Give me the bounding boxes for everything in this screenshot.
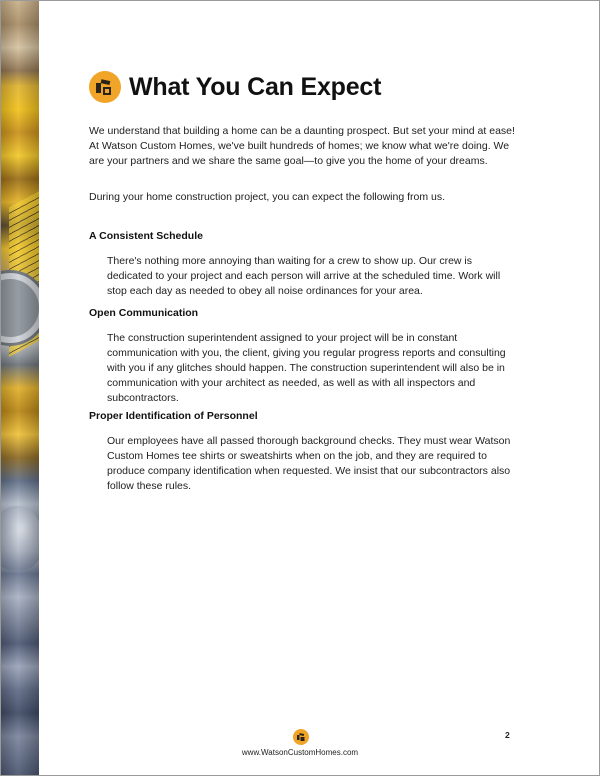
section-heading: Proper Identification of Personnel [89, 410, 258, 422]
title-row [89, 69, 381, 105]
decorative-photo-strip [1, 1, 39, 775]
page-title: What You Can Expect [129, 72, 382, 101]
section-body: Our employees have all passed thorough background checks. They must wear Watson Custom Homes tee shirts or sweatshirts when on the job, and they are required to produce company identification when requested. We insist that our subcontractors also follow these rules. [107, 435, 511, 492]
section-body: The construction superintendent assigned to your project will be in constant communication with you, the client, giving you regular progress reports and consulting with you if any glitches should happen. The construction superintendent will also be in communication with your architect as needed, as well as with all inspectors and subcontractors. [107, 332, 506, 404]
intro-followup-paragraph: During your home construction project, you can expect the following from us. [89, 191, 446, 203]
footer-logo-icon [293, 729, 309, 745]
section-body: There's nothing more annoying than waiting for a crew to show up. Our crew is dedicated to your project and each person will arrive at the scheduled time. Work will stop each day as needed to obey all noise ordinances for your area. [107, 255, 501, 297]
builder-logo-icon [89, 71, 121, 103]
section-heading: A Consistent Schedule [89, 230, 203, 242]
page-number: 2 [505, 730, 510, 740]
footer-url: www.WatsonCustomHomes.com [241, 748, 359, 757]
section-heading: Open Communication [89, 307, 199, 319]
intro-paragraph: We understand that building a home can be a daunting prospect. But set your mind at ease! At Watson Custom Homes, we've built hundreds of homes; we know what we're doing. We are your partners and we share the same goal—to give you the home of your dreams. [89, 125, 515, 167]
